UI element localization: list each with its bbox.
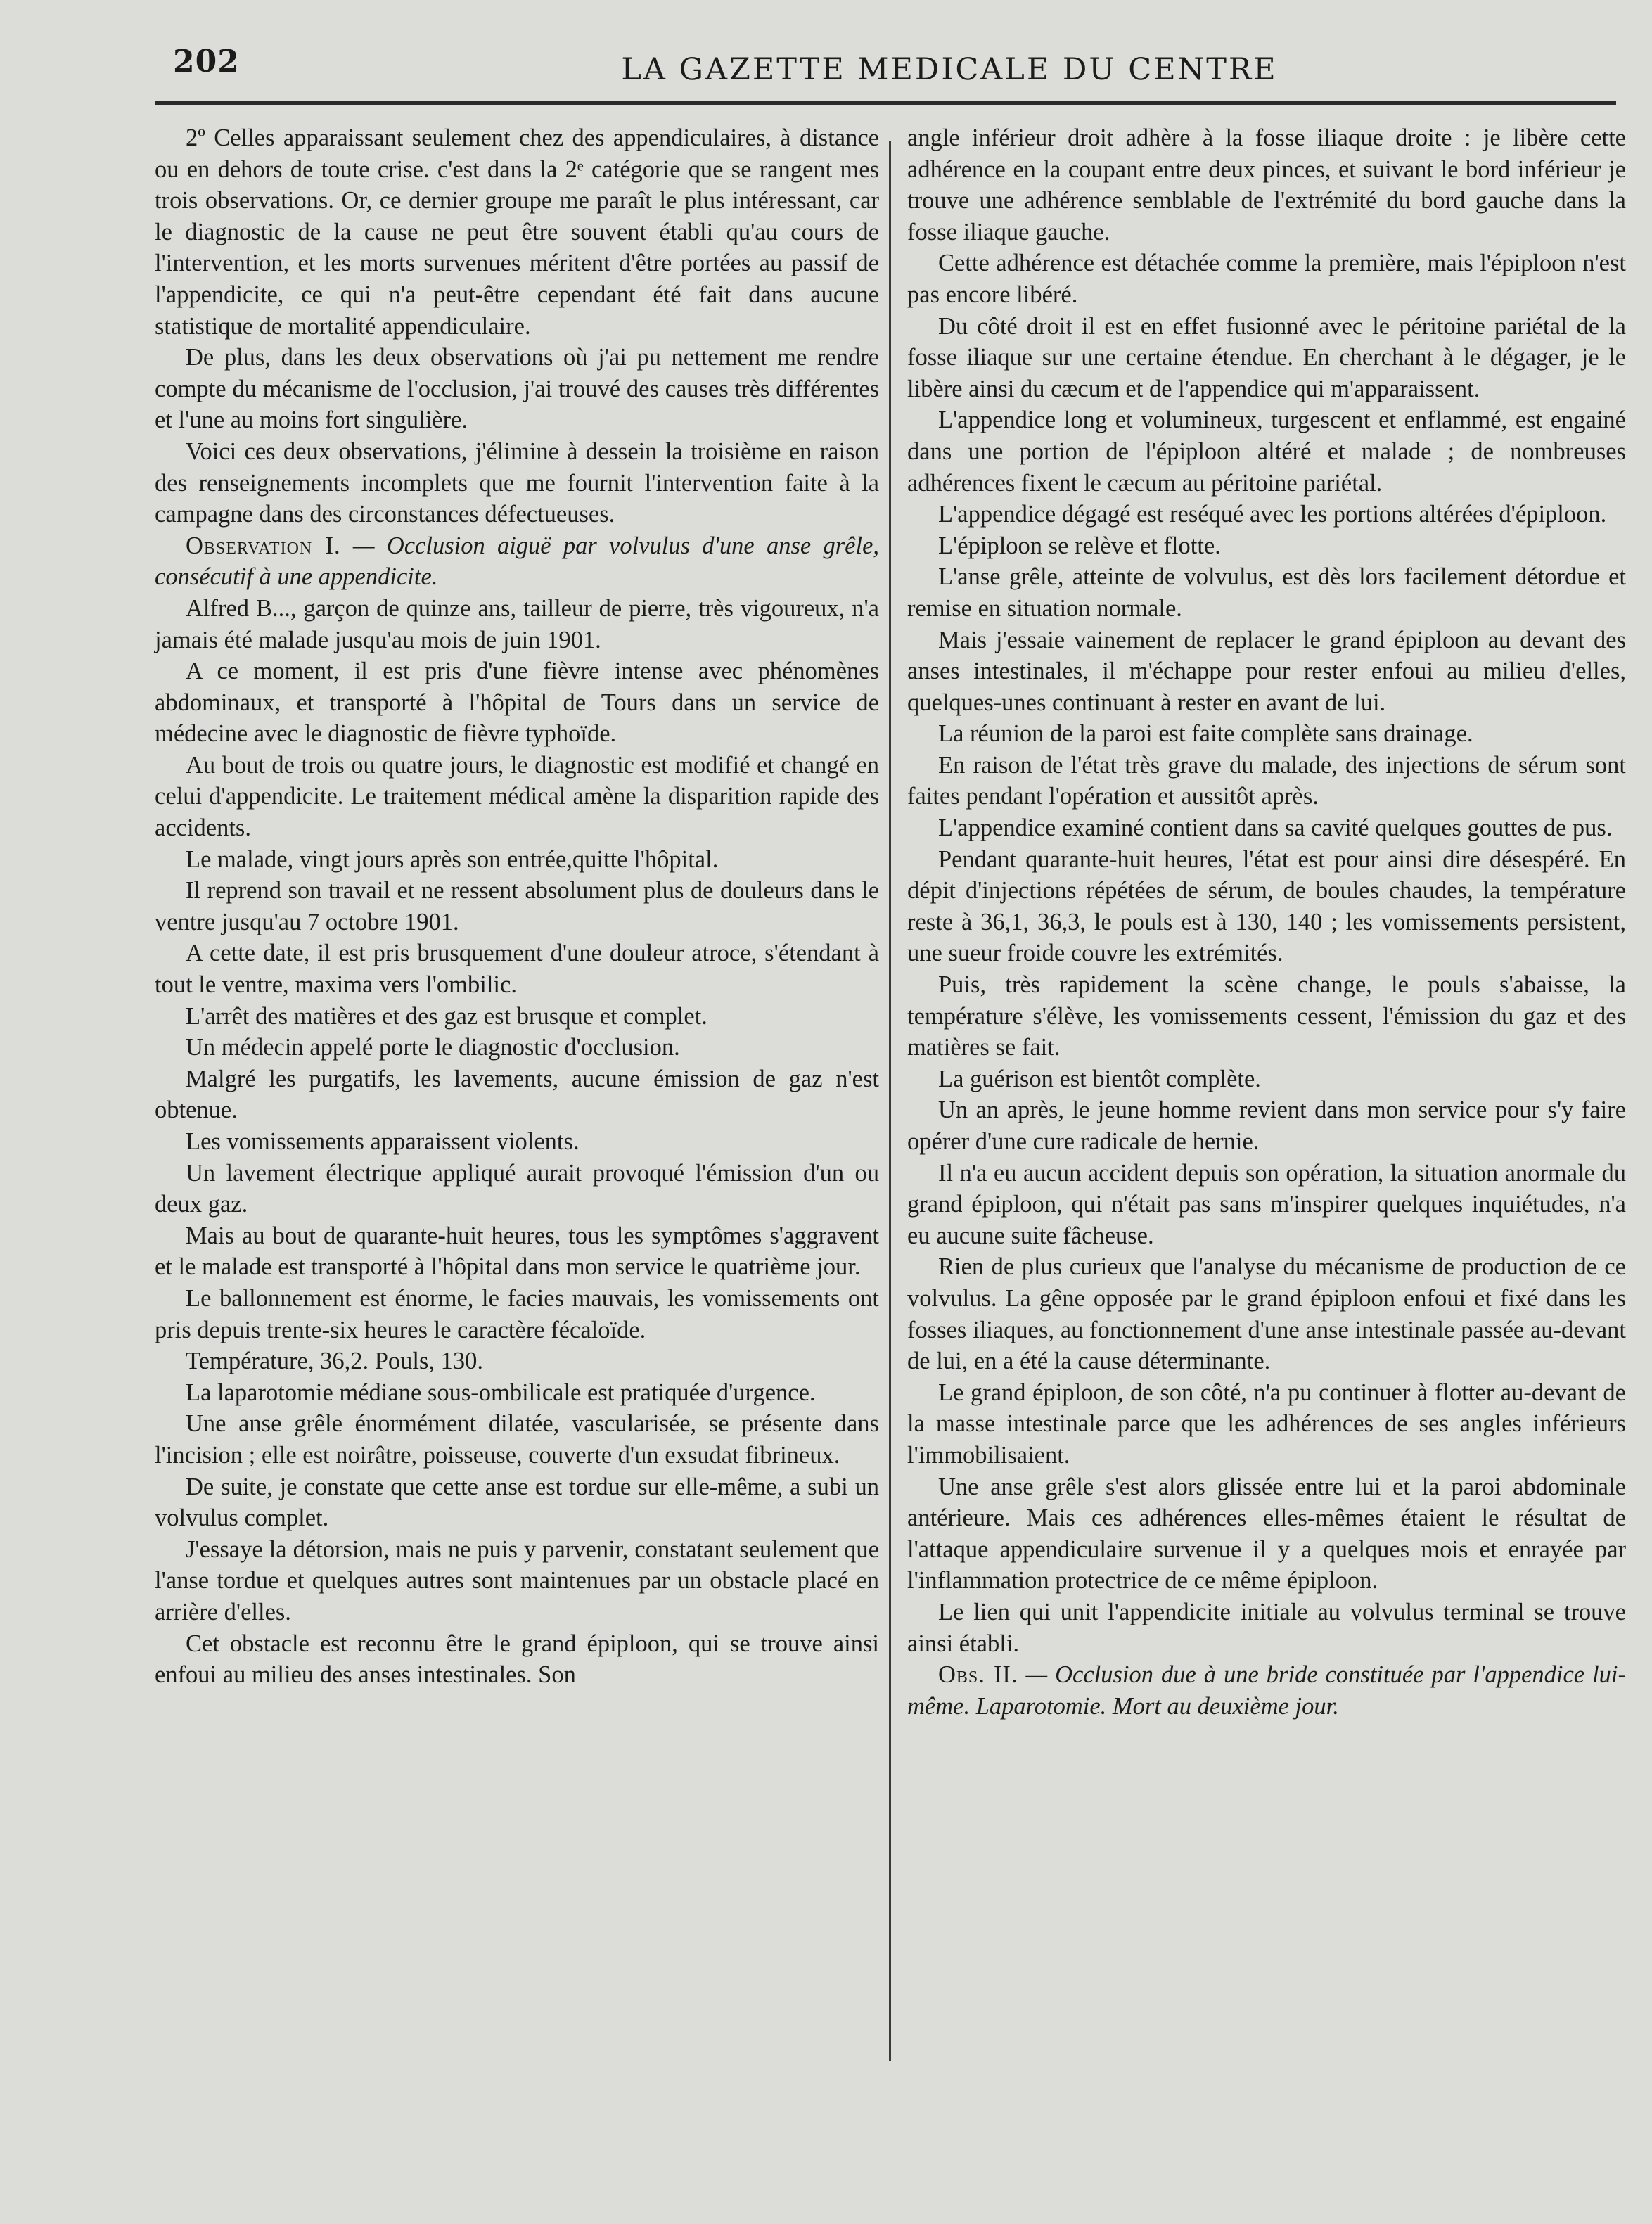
paragraph: Le grand épiploon, de son côté, n'a pu continuer à flotter au-devant de la masse intestinale parce que les adhérences de ses angles inférieurs l'immobilisaient. (907, 1379, 1626, 1469)
paragraph: Du côté droit il est en effet fusionné avec le péritoine pariétal de la fosse iliaque sur une certaine étendue. En cherchant à le dégager, je le libère ainsi du cæcum et de l'appendice qui m'apparaissent. (907, 312, 1626, 402)
observation-title: — Occlusion aiguë par volvulus d'une anse grêle, consécutif à une appendicite. (155, 532, 880, 591)
paragraph: Un lavement électrique appliqué aurait provoqué l'émission d'un ou deux gaz. (155, 1159, 879, 1218)
paragraph: En raison de l'état très grave du malade, des injections de sérum sont faites pendant l'opération et aussitôt après. (907, 751, 1626, 810)
observation-label: Observation I. (186, 532, 341, 559)
paragraph: Température, 36,2. Pouls, 130. (186, 1348, 484, 1375)
paragraph: L'anse grêle, atteinte de volvulus, est dès lors facilement détordue et remise en situation normale. (907, 563, 1626, 622)
paragraph: Un médecin appelé porte le diagnostic d'occlusion. (186, 1034, 680, 1061)
paragraph: 2º Celles apparaissant seulement chez des appendiculaires, à distance ou en dehors de toute crise. c'est dans la 2ᵉ catégorie que se rangent mes trois observations. Or, ce dernier groupe me paraît le plus intéressant, car le diagnostic de la cause ne peut être souvent établi qu'au cours de l'intervention, et les morts survenues méritent d'être portées au passif de l'appendicite, ce qui n'a peut-être cependant été fait dans aucune statistique de mortalité appendiculaire. (155, 124, 879, 340)
paragraph: La guérison est bientôt complète. (938, 1065, 1261, 1092)
observation-heading (907, 1659, 1626, 1722)
paragraph: J'essaye la détorsion, mais ne puis y parvenir, constatant seulement que l'anse tordue et quelques autres sont maintenues par un obstacle placé en arrière d'elles. (155, 1535, 879, 1625)
header-rule (155, 101, 1616, 105)
paragraph: L'appendice examiné contient dans sa cavité quelques gouttes de pus. (938, 814, 1613, 842)
paragraph: L'arrêt des matières et des gaz est brusque et complet. (186, 1002, 707, 1030)
paragraph: De plus, dans les deux observations où j'ai pu nettement me rendre compte du mécanisme de l'occlusion, j'ai trouvé des causes très différentes et l'une au moins fort singulière. (155, 344, 879, 434)
left-column (155, 122, 879, 1691)
paragraph: Cet obstacle est reconnu être le grand épiploon, qui se trouve ainsi enfoui au milieu des anses intestinales. Son (155, 1630, 879, 1689)
paragraph: Mais au bout de quarante-huit heures, tous les symptômes s'aggravent et le malade est transporté à l'hôpital dans mon service le quatrième jour. (155, 1222, 879, 1281)
paragraph: Les vomissements apparaissent violents. (186, 1128, 580, 1155)
paragraph: Il reprend son travail et ne ressent absolument plus de douleurs dans le ventre jusqu'au 7 octobre 1901. (155, 877, 879, 935)
paragraph: Une anse grêle énormément dilatée, vascularisée, se présente dans l'incision ; elle est noirâtre, poisseuse, couverte d'un exsudat fibrineux. (155, 1410, 879, 1469)
paragraph: Il n'a eu aucun accident depuis son opération, la situation anormale du grand épiploon, qui n'était pas sans m'inspirer quelques inquiétudes, n'a eu aucune suite fâcheuse. (907, 1159, 1626, 1249)
right-column (907, 122, 1626, 1722)
paragraph: Cette adhérence est détachée comme la première, mais l'épiploon n'est pas encore libéré. (907, 250, 1626, 308)
running-title: LA GAZETTE MEDICALE DU CENTRE (621, 52, 1278, 87)
paragraph: L'épiploon se relève et flotte. (938, 532, 1221, 559)
paragraph: Une anse grêle s'est alors glissée entre lui et la paroi abdominale antérieure. Mais ces adhérences elles-mêmes étaient le résultat de l'attaque appendiculaire survenue il y a quelques mois et enrayée par l'inflammation protectrice de ce même épiploon. (907, 1473, 1626, 1594)
paragraph: Au bout de trois ou quatre jours, le diagnostic est modifié et changé en celui d'appendicite. Le traitement médical amène la disparition rapide des accidents. (155, 751, 879, 842)
paragraph: Malgré les purgatifs, les lavements, aucune émission de gaz n'est obtenue. (155, 1065, 879, 1124)
page-number: 202 (173, 44, 240, 79)
paragraph: L'appendice long et volumineux, turgescent et enflammé, est engainé dans une portion de l'épiploon altéré et malade ; de nombreuses adhérences fixent le cæcum au péritoine pariétal. (907, 407, 1626, 497)
paragraph: Le lien qui unit l'appendicite initiale au volvulus terminal se trouve ainsi établi. (907, 1598, 1626, 1657)
paragraph: Le ballonnement est énorme, le facies mauvais, les vomissements ont pris depuis trente-six heures le caractère fécaloïde. (155, 1284, 879, 1343)
observation-title: — Occlusion due à une bride constituée par l'appendice lui-même. Laparotomie. Mort au deuxième jour. (907, 1661, 1626, 1720)
column-divider (889, 141, 891, 2061)
paragraph: Mais j'essaie vainement de replacer le grand épiploon au devant des anses intestinales, il m'échappe pour rester enfoui au milieu d'elles, quelques-unes continuant à rester en avant de lui. (907, 626, 1626, 716)
paragraph: A ce moment, il est pris d'une fièvre intense avec phénomènes abdominaux, et transporté à l'hôpital de Tours dans un service de médecine avec le diagnostic de fièvre typhoïde. (155, 658, 879, 748)
paragraph: angle inférieur droit adhère à la fosse iliaque droite : je libère cette adhérence en la coupant entre deux pinces, et suivant le bord inférieur je trouve une adhérence semblable de l'extrémité du bord gauche dans la fosse iliaque gauche. (907, 124, 1626, 245)
observation-heading (155, 530, 879, 593)
paragraph: Rien de plus curieux que l'analyse du mécanisme de production de ce volvulus. La gêne opposée par le grand épiploon enfoui et fixé dans les fosses iliaques, au fonctionnement d'une anse intestinale passée au-devant de lui, en a été la cause déterminante. (907, 1253, 1626, 1375)
paragraph: Alfred B..., garçon de quinze ans, tailleur de pierre, très vigoureux, n'a jamais été malade jusqu'au mois de juin 1901. (155, 594, 879, 653)
paragraph: Puis, très rapidement la scène change, le pouls s'abaisse, la température s'élève, les vomissements cessent, l'émission du gaz et des matières se fait. (907, 971, 1626, 1061)
observation-label: Obs. II. (938, 1661, 1018, 1689)
paragraph: La laparotomie médiane sous-ombilicale est pratiquée d'urgence. (186, 1379, 816, 1406)
paragraph: Le malade, vingt jours après son entrée,quitte l'hôpital. (186, 845, 719, 873)
paragraph: L'appendice dégagé est reséqué avec les portions altérées d'épiploon. (938, 501, 1607, 528)
paragraph: A cette date, il est pris brusquement d'une douleur atroce, s'étendant à tout le ventre, maxima vers l'ombilic. (155, 940, 879, 999)
paragraph: La réunion de la paroi est faite complète sans drainage. (938, 720, 1473, 748)
paragraph: Un an après, le jeune homme revient dans mon service pour s'y faire opérer d'une cure radicale de hernie. (907, 1097, 1626, 1155)
paragraph: Voici ces deux observations, j'élimine à dessein la troisième en raison des renseignements incomplets que me fournit l'intervention faite à la campagne dans des circonstances défectueuses. (155, 437, 879, 528)
paragraph: Pendant quarante-huit heures, l'état est pour ainsi dire désespéré. En dépit d'injections répétées de sérum, de boules chaudes, la température reste à 36,1, 36,3, le pouls est à 130, 140 ; les vomissements persistent, une sueur froide couvre les extrémités. (907, 845, 1626, 967)
paragraph: De suite, je constate que cette anse est tordue sur elle-même, a subi un volvulus complet. (155, 1473, 879, 1532)
